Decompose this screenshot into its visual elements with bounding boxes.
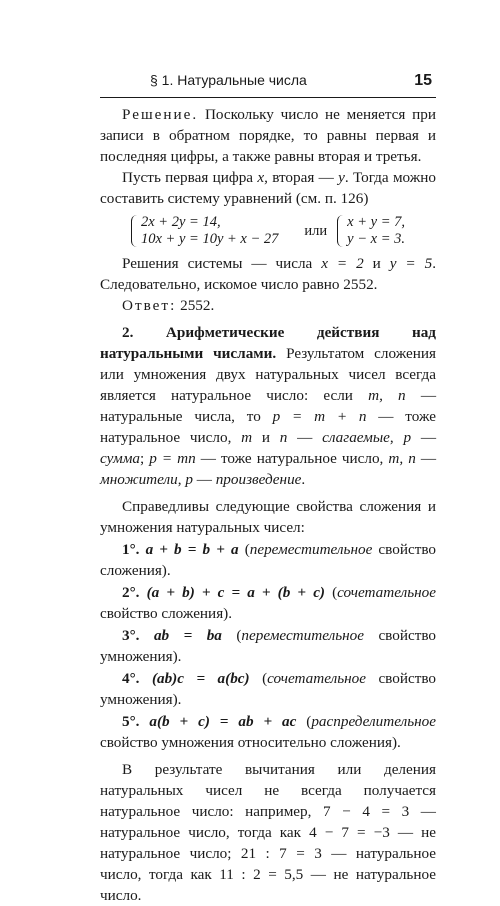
equation-system (100, 210, 436, 252)
property-number: 4°. (122, 670, 152, 687)
variable-x: x (257, 169, 265, 186)
text-run: свойство умножения). (100, 627, 437, 665)
property-name: переместительное (249, 541, 373, 558)
text-run: — тоже натуральное число, (195, 450, 389, 467)
equation-3: x + y = 7, (347, 214, 405, 230)
property-number: 2°. (122, 584, 147, 601)
text-run: Решения системы — числа (122, 255, 322, 272)
text-run: свойство сложения). (100, 541, 436, 579)
text-run: ( (325, 584, 338, 601)
math-term: m, n (368, 387, 406, 404)
or-word: или (304, 222, 328, 239)
section-2-heading: 2. Арифметические действия над натуральными числами. (100, 324, 436, 362)
text-run: Результатом сложения или умножения двух натуральных чисел всегда является натуральное число: если (100, 345, 436, 404)
solution-text: Поскольку число не меняется при записи в обратном порядке, то равны первая и последняя цифры, а также равны вторая и третья. (100, 106, 436, 165)
property-name: сочетательное (267, 670, 366, 687)
term-mnozhiteli: множители (100, 471, 178, 488)
property-number: 3°. (122, 627, 154, 644)
solutions-paragraph (100, 253, 436, 295)
text-run: . (301, 471, 306, 488)
text-run: ( (221, 627, 242, 644)
equation-4: y − x = 3. (347, 231, 405, 247)
answer-label: Ответ: (122, 297, 177, 314)
property-2 (100, 582, 436, 624)
text-run: . Тогда можно составить систему уравнений (см. п. 126) (100, 169, 436, 207)
property-formula: ab = ba (153, 627, 222, 644)
text-run: ( (238, 541, 250, 558)
term-summa: сумма (100, 450, 140, 467)
property-formula: a + b = b + a (145, 541, 239, 558)
property-formula: (ab)c = a(bc) (151, 670, 250, 687)
let-paragraph (100, 167, 436, 209)
solution-paragraph (100, 104, 436, 167)
math-term: p = mn (149, 450, 196, 467)
text-run: Пусть первая цифра (122, 169, 258, 186)
equation-1: 2x + 2y = 14, (141, 214, 221, 230)
property-number: 1°. (122, 541, 146, 558)
property-number: 5°. (122, 713, 150, 730)
text-run: — (415, 450, 437, 467)
math-term: p (403, 429, 412, 446)
math-term: p = m + n (272, 408, 367, 425)
text-run: ; (139, 450, 150, 467)
text-run: — тоже натуральное число, (100, 408, 436, 446)
term-slagaemye: слагаемые (322, 429, 390, 446)
property-3 (100, 625, 436, 667)
text-run: . Следовательно, искомое число равно 2552. (100, 255, 436, 293)
section-2-paragraph (100, 322, 436, 490)
text-run: свойство сложения). (100, 605, 233, 622)
property-4 (100, 668, 436, 710)
math-term: m, n (388, 450, 416, 467)
math-term: m (241, 429, 253, 446)
text-run: ( (249, 670, 268, 687)
solution-label: Решение. (122, 106, 199, 123)
properties-intro: Справедливы следующие свойства сложения и умножения натуральных чисел: (100, 498, 436, 536)
text-run: свойство умножения). (100, 670, 437, 708)
system-left (131, 214, 278, 248)
property-name: распределительное (311, 713, 436, 730)
text-run: ( (296, 713, 312, 730)
term-proizvedenie: произведение (215, 471, 302, 488)
system-right (337, 214, 405, 248)
page-number: 15 (414, 72, 432, 89)
text-run: , (177, 471, 186, 488)
closing-paragraph: В результате вычитания или деления натуральных чисел не всегда получается натуральное число: например, 7 − 4 = 3 — натуральное число, тогда как 4 − 7 = −3 — не натуральное число; 21 : 7 = 3 — натуральное число, тогда как 11 : 2 = 5,5 — не натуральное число. (100, 761, 436, 904)
math-term: n (279, 429, 288, 446)
property-name: сочетательное (337, 584, 437, 601)
section-title: § 1. Натуральные числа (150, 72, 307, 88)
property-1 (100, 539, 436, 581)
header-rule (100, 97, 436, 98)
text-run: и (252, 429, 280, 446)
running-header (102, 72, 432, 90)
answer-paragraph (100, 295, 436, 316)
math-term: p (185, 471, 193, 488)
text-run: — (411, 429, 437, 446)
text-run: , вторая — (264, 169, 339, 186)
text-run: и (363, 255, 390, 272)
text-run: — (287, 429, 323, 446)
property-formula: a(b + c) = ab + ac (149, 713, 297, 730)
left-brace-icon (131, 215, 138, 247)
text-run: — натуральные числа, то (100, 387, 437, 425)
property-5 (100, 711, 436, 753)
text-run: свойство умножения относительно сложения). (100, 734, 401, 751)
page-content (100, 104, 436, 906)
value-x: x = 2 (321, 255, 364, 272)
equation-2: 10x + y = 10y + x − 27 (141, 231, 279, 247)
property-name: переместительное (241, 627, 364, 644)
property-formula: (a + b) + c = a + (b + c) (146, 584, 325, 601)
text-run: , (389, 429, 404, 446)
text-run: — (192, 471, 216, 488)
variable-y: y (338, 169, 345, 186)
answer-value: 2552. (176, 297, 215, 314)
left-brace-icon (337, 215, 344, 247)
value-y: y = 5 (389, 255, 433, 272)
